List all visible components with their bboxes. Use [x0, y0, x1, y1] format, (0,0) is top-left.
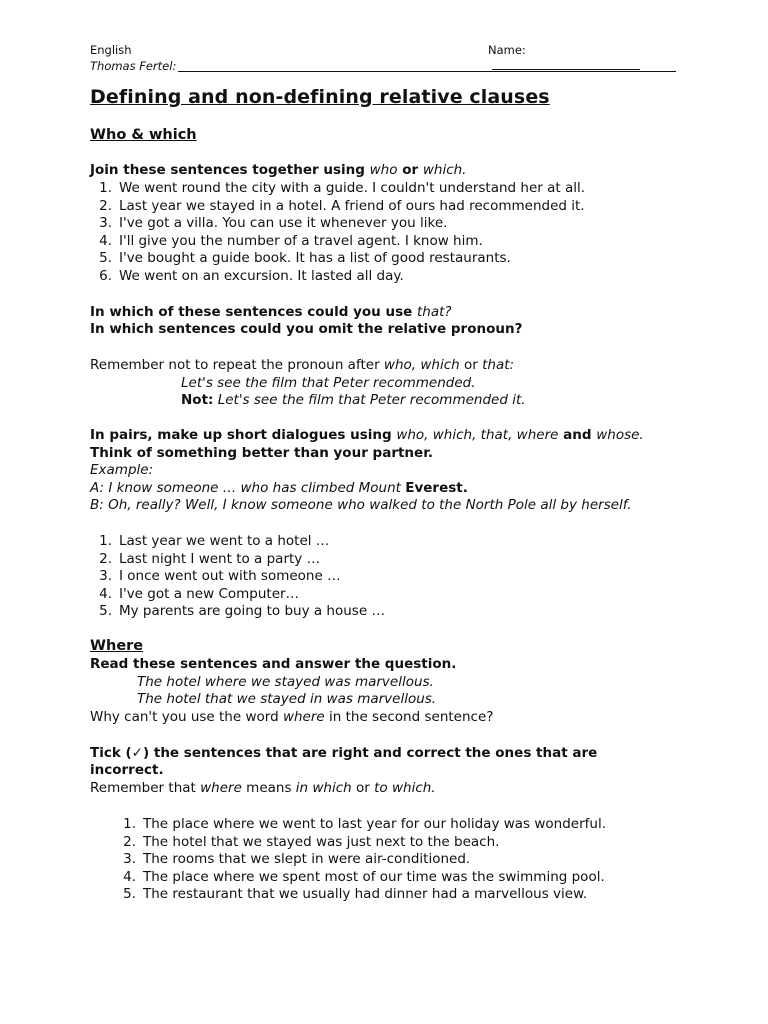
not-label: Not:: [181, 392, 214, 408]
where-means-note: [90, 780, 436, 796]
keyword-where: where: [282, 709, 325, 725]
dialogue-line-a: [90, 480, 468, 496]
tick-sentences-list: [114, 816, 606, 904]
teacher-name: Thomas Fertel:: [90, 59, 177, 73]
name-label: Name:: [488, 43, 526, 57]
list-item: 4. The place where we spent most of our time was the swimming pool.: [123, 868, 605, 885]
header-row-2: [90, 59, 676, 73]
question-text: In which of these sentences could you use: [90, 304, 417, 320]
list-item: 3. The rooms that we slept in were air-conditioned.: [123, 851, 471, 867]
list-item: 5. My parents are going to buy a house …: [99, 603, 385, 619]
question-omit: In which sentences could you omit the relative pronoun?: [90, 321, 523, 337]
remember-note: [90, 357, 514, 373]
list-item: 1. Last year we went to a hotel …: [99, 533, 330, 549]
list-item: 4. I've got a new Computer…: [99, 585, 300, 602]
note-means: means: [241, 780, 296, 796]
example-incorrect-text: Let's see the film that Peter recommended it.: [213, 392, 526, 408]
list-item: 3. I've got a villa. You can use it whenever you like.: [99, 215, 448, 231]
list-item: 3. I once went out with someone …: [99, 568, 341, 584]
dialogue-prompts-list: [90, 533, 385, 621]
remember-text: Remember not to repeat the pronoun after: [90, 357, 384, 373]
example-label: Example:: [90, 462, 154, 478]
keyword-in-which: in which: [295, 780, 352, 796]
keyword-where: where: [200, 780, 242, 796]
think-instruction: Think of something better than your partner.: [90, 445, 434, 461]
note-text: Remember that: [90, 780, 201, 796]
where-sentence-2: The hotel that we stayed in was marvellous.: [137, 691, 437, 707]
list-item: 1. The place where we went to last year for our holiday was wonderful.: [123, 816, 607, 832]
list-item: 2. The hotel that we stayed was just next to the beach.: [123, 833, 500, 850]
keyword-who: who: [369, 162, 398, 178]
example-correct: Let's see the film that Peter recommended.: [181, 375, 476, 391]
teacher-blank-line: [178, 59, 676, 72]
dialogue-a-text: A: I know someone … who has climbed Mount: [90, 480, 406, 496]
keyword-that: that?: [417, 304, 452, 320]
where-sentence-1: The hotel where we stayed was marvellous.: [137, 674, 434, 690]
list-item: 5. The restaurant that we usually had dinner had a marvellous view.: [123, 886, 588, 902]
keywords-list: who, which, that, where: [396, 427, 559, 443]
where-question: [90, 709, 493, 725]
question-that: [90, 304, 452, 320]
keyword-that: that:: [482, 357, 515, 373]
note-or: or: [351, 780, 375, 796]
list-item: 6. We went on an excursion. It lasted all day.: [99, 267, 404, 284]
dialogue-line-b: B: Oh, really? Well, I know someone who walked to the North Pole all by herself.: [90, 497, 632, 513]
list-item: 1. We went round the city with a guide. I couldn't understand her at all.: [99, 180, 586, 196]
instruction-join: [90, 162, 466, 178]
pairs-and: and: [558, 427, 597, 443]
keyword-to-which: to which.: [374, 780, 436, 796]
pairs-instruction: [90, 427, 644, 443]
tick-instruction-line-2: incorrect.: [90, 762, 164, 778]
where-question-end: in the second sentence?: [324, 709, 494, 725]
subject-label: English: [90, 43, 132, 57]
instruction-text: Join these sentences together using: [90, 162, 370, 178]
keywords-who-which: who, which: [383, 357, 460, 373]
pairs-text: In pairs, make up short dialogues using: [90, 427, 397, 443]
example-incorrect: [181, 392, 526, 408]
instruction-or: or: [397, 162, 423, 178]
tick-instruction-line-1: Tick (✓) the sentences that are right and correct the ones that are: [90, 745, 598, 761]
dialogue-a-bold: Everest.: [405, 480, 468, 496]
list-item: 4. I'll give you the number of a travel agent. I know him.: [99, 232, 483, 249]
header-row-1: [90, 43, 676, 57]
section-heading-where: Where: [90, 638, 144, 654]
section-heading-who-which: Who & which: [90, 127, 197, 143]
where-question-text: Why can't you use the word: [90, 709, 283, 725]
list-item: 2. Last year we stayed in a hotel. A friend of ours had recommended it.: [99, 197, 585, 214]
join-sentences-list: [90, 180, 585, 285]
keyword-which: which.: [422, 162, 467, 178]
remember-or: or: [459, 357, 483, 373]
list-item: 5. I've bought a guide book. It has a list of good restaurants.: [99, 250, 511, 266]
page-title: Defining and non-defining relative clauses: [90, 86, 550, 108]
where-instruction: Read these sentences and answer the question.: [90, 656, 457, 672]
list-item: 2. Last night I went to a party …: [99, 550, 321, 567]
keyword-whose: whose.: [596, 427, 644, 443]
